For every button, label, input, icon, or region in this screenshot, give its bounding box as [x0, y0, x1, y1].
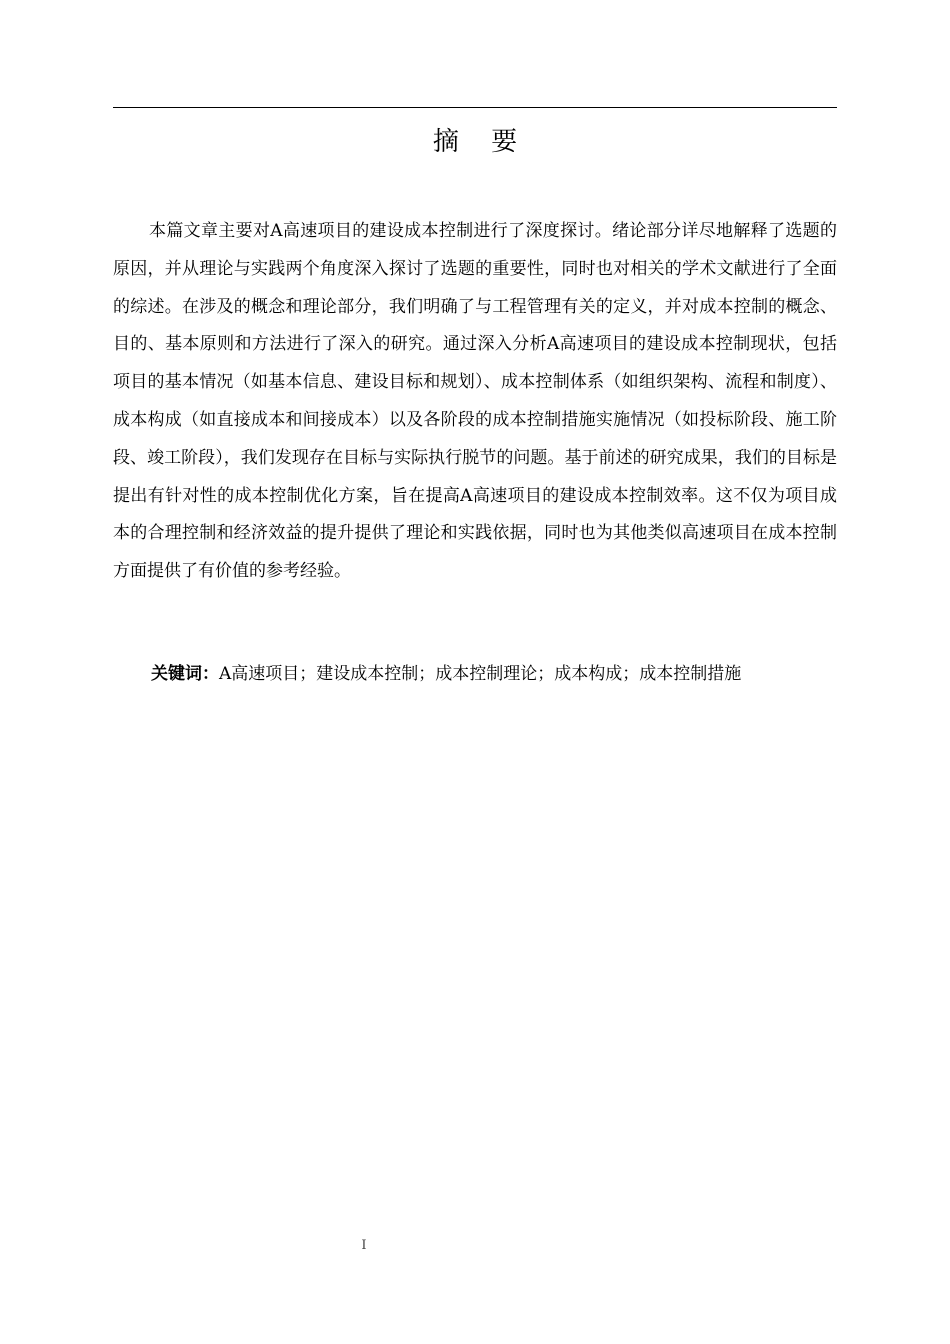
header-rule	[113, 107, 837, 108]
keywords-label: 关键词：	[151, 664, 219, 684]
abstract-title: 摘 要	[432, 127, 530, 157]
page-number: I	[361, 1238, 367, 1253]
keywords-line	[113, 658, 837, 690]
keywords-text: A高速项目；建设成本控制；成本控制理论；成本构成；成本控制措施	[219, 664, 742, 684]
abstract-body: 本篇文章主要对A高速项目的建设成本控制进行了深度探讨。绪论部分详尽地解释了选题的原因，并从理论与实践两个角度深入探讨了选题的重要性，同时也对相关的学术文献进行了全面的综述。在涉及的概念和理论部分，我们明确了与工程管理有关的定义，并对成本控制的概念、目的、基本原则和方法进行了深入的研究。通过深入分析A高速项目的建设成本控制现状，包括项目的基本情况（如基本信息、建设目标和规划）、成本控制体系（如组织架构、流程和制度）、成本构成（如直接成本和间接成本）以及各阶段的成本控制措施实施情况（如投标阶段、施工阶段、竣工阶段），我们发现存在目标与实际执行脱节的问题。基于前述的研究成果，我们的目标是提出有针对性的成本控制优化方案，旨在提高A高速项目的建设成本控制效率。这不仅为项目成本的合理控制和经济效益的提升提供了理论和实践依据，同时也为其他类似高速项目在成本控制方面提供了有价值的参考经验。	[113, 221, 837, 582]
